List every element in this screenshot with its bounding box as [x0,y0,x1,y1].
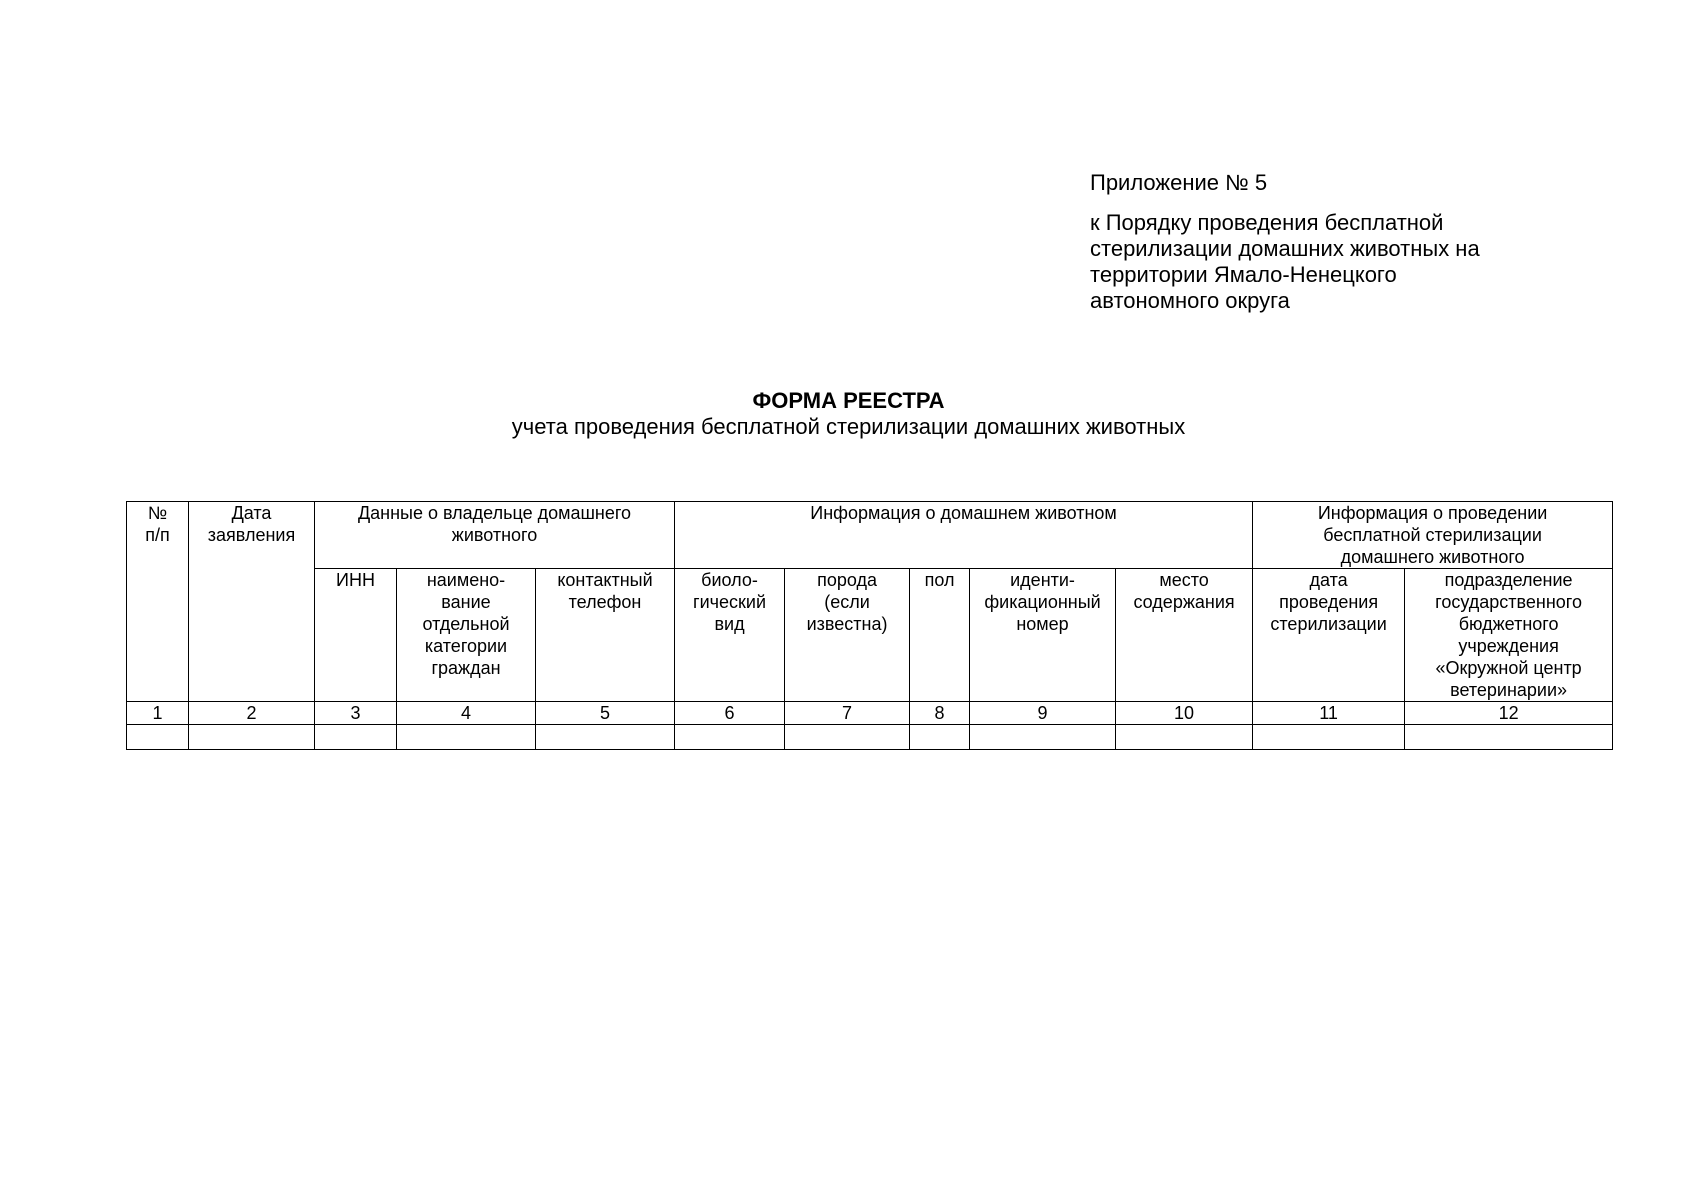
registry-table [126,501,1613,750]
empty-cell [127,725,189,750]
header-group-owner: Данные о владельце домашнего животного [315,502,675,569]
column-number: 6 [675,702,785,725]
appendix-label: Приложение № 5 [1090,170,1268,195]
empty-cell [675,725,785,750]
header-sub-category: наимено- вание отдельной категории граждан [397,569,536,702]
empty-cell [536,725,675,750]
column-number: 11 [1253,702,1405,725]
header-sub-sex: пол [910,569,970,702]
column-number: 1 [127,702,189,725]
appendix-reference: к Порядку проведения бесплатной стерилизации домашних животных на территории Ямало-Ненецкого автономного округа [1090,210,1480,313]
form-heading [0,388,1697,440]
column-number: 8 [910,702,970,725]
column-number: 7 [785,702,910,725]
header-sub-ster-date: дата проведения стерилизации [1253,569,1405,702]
header-col-no: № п/п [127,502,189,702]
column-number: 2 [189,702,315,725]
empty-cell [785,725,910,750]
header-sub-species: биоло- гический вид [675,569,785,702]
header-sub-department: подразделение государственного бюджетного учреждения «Окружной центр ветеринарии» [1405,569,1613,702]
form-title: ФОРМА РЕЕСТРА [752,388,945,413]
empty-cell [910,725,970,750]
header-col-date: Дата заявления [189,502,315,702]
header-sub-id: иденти- фикационный номер [970,569,1116,702]
column-number: 9 [970,702,1116,725]
empty-cell [1405,725,1613,750]
empty-cell [970,725,1116,750]
column-number: 4 [397,702,536,725]
empty-cell [397,725,536,750]
form-subtitle: учета проведения бесплатной стерилизации домашних животных [511,414,1186,439]
empty-cell [1253,725,1405,750]
header-sub-breed: порода (если известна) [785,569,910,702]
column-number: 10 [1116,702,1253,725]
column-number: 5 [536,702,675,725]
empty-data-row [127,725,1613,750]
column-number: 12 [1405,702,1613,725]
header-sub-inn: ИНН [315,569,397,702]
empty-cell [189,725,315,750]
header-sub-phone: контактный телефон [536,569,675,702]
header-group-animal: Информация о домашнем животном [675,502,1253,569]
header-row-subcolumns [127,569,1613,702]
empty-cell [1116,725,1253,750]
appendix-block [1090,170,1610,314]
header-group-sterilization: Информация о проведении бесплатной стерилизации домашнего животного [1253,502,1613,569]
header-sub-location: место содержания [1116,569,1253,702]
header-row-groups [127,502,1613,569]
column-number-row [127,702,1613,725]
column-number: 3 [315,702,397,725]
empty-cell [315,725,397,750]
